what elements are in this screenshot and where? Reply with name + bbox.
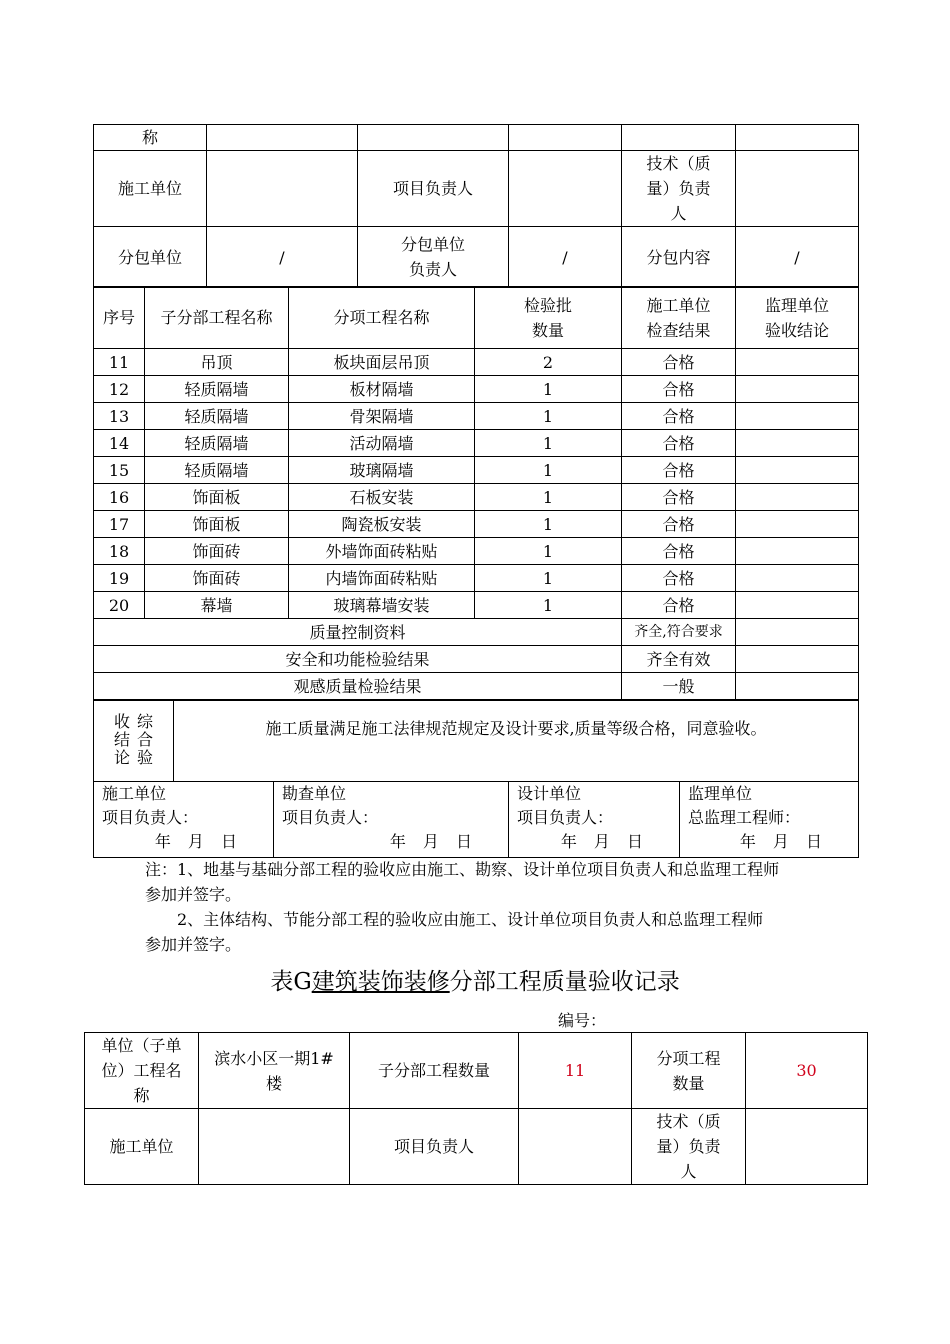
row-contractor-result: 合格	[622, 403, 736, 430]
row-subdivision: 吊顶	[145, 349, 289, 376]
header-supervisor-conclusion: 监理单位验收结论	[736, 287, 859, 349]
row-batch-count: 1	[475, 430, 622, 457]
row-item: 石板安装	[289, 484, 475, 511]
summary-value: 齐全,符合要求	[622, 619, 736, 646]
summary-row	[94, 673, 859, 700]
row-contractor-result: 合格	[622, 430, 736, 457]
project-manager-value	[519, 1109, 632, 1185]
contractor-label: 施工单位	[94, 151, 207, 227]
conclusion-label-col2: 综合验	[137, 711, 154, 767]
table-row	[94, 565, 859, 592]
table-row	[94, 457, 859, 484]
conclusion-label-col1: 收结论	[113, 711, 130, 767]
conclusion-label	[94, 701, 174, 782]
row-seq: 15	[94, 457, 145, 484]
summary-label: 安全和功能检验结果	[94, 646, 622, 673]
row-seq: 13	[94, 403, 145, 430]
empty-cell	[736, 125, 859, 151]
row-batch-count: 1	[475, 457, 622, 484]
row-subdivision: 饰面板	[145, 484, 289, 511]
subcontractor-label: 分包单位	[94, 227, 207, 288]
subcontract-content-label: 分包内容	[622, 227, 736, 288]
row-batch-count: 1	[475, 376, 622, 403]
conclusion-table	[93, 700, 859, 782]
header-seq: 序号	[94, 287, 145, 349]
technical-manager-value	[746, 1109, 868, 1185]
row-item: 外墙饰面砖粘贴	[289, 538, 475, 565]
conclusion-text: 施工质量满足施工法律规范规定及设计要求,质量等级合格，同意验收。	[174, 701, 859, 782]
row-contractor-result: 合格	[622, 565, 736, 592]
row-item: 玻璃幕墙安装	[289, 592, 475, 619]
row-subdivision: 饰面砖	[145, 538, 289, 565]
subcontractor-manager-label: 分包单位负责人	[358, 227, 509, 288]
project-manager-label: 项目负责人	[350, 1109, 519, 1185]
row-item: 板块面层吊顶	[289, 349, 475, 376]
header-batch-count: 检验批数量	[475, 287, 622, 349]
row-subdivision: 轻质隔墙	[145, 430, 289, 457]
row-contractor-result: 合格	[622, 457, 736, 484]
row-seq: 12	[94, 376, 145, 403]
row-contractor-result: 合格	[622, 349, 736, 376]
header-subdivision: 子分部工程名称	[145, 287, 289, 349]
row-supervisor-conclusion	[736, 511, 859, 538]
row-contractor-result: 合格	[622, 538, 736, 565]
technical-manager-value	[736, 151, 859, 227]
empty-cell	[509, 125, 622, 151]
project-name-label-tail: 称	[94, 125, 207, 151]
subcontractor-manager-value: /	[509, 227, 622, 288]
row-supervisor-conclusion	[736, 484, 859, 511]
subcontract-content-value: /	[736, 227, 859, 288]
technical-manager-label: 技术（质量）负责人	[632, 1109, 746, 1185]
row-seq: 17	[94, 511, 145, 538]
summary-row	[94, 619, 859, 646]
signature-supervisor: 监理单位 总监理工程师： 年 月 日	[680, 782, 859, 858]
row-item: 陶瓷板安装	[289, 511, 475, 538]
signature-table	[93, 781, 859, 858]
row-batch-count: 1	[475, 565, 622, 592]
table-row	[94, 349, 859, 376]
summary-supervisor	[736, 673, 859, 700]
row-supervisor-conclusion	[736, 403, 859, 430]
header-contractor-result: 施工单位检查结果	[622, 287, 736, 349]
contractor-label: 施工单位	[85, 1109, 199, 1185]
row-item: 活动隔墙	[289, 430, 475, 457]
project-name-value	[207, 125, 358, 151]
row-batch-count: 2	[475, 349, 622, 376]
summary-value: 一般	[622, 673, 736, 700]
row-item: 玻璃隔墙	[289, 457, 475, 484]
row-batch-count: 1	[475, 538, 622, 565]
item-count-label: 分项工程数量	[632, 1033, 746, 1109]
row-seq: 19	[94, 565, 145, 592]
table-row	[94, 484, 859, 511]
row-item: 骨架隔墙	[289, 403, 475, 430]
project-manager-value	[509, 151, 622, 227]
table-row	[94, 376, 859, 403]
summary-supervisor	[736, 619, 859, 646]
row-contractor-result: 合格	[622, 592, 736, 619]
row-contractor-result: 合格	[622, 511, 736, 538]
row-subdivision: 轻质隔墙	[145, 376, 289, 403]
row-supervisor-conclusion	[736, 349, 859, 376]
summary-value: 齐全有效	[622, 646, 736, 673]
note-2-line-1: 2、主体结构、节能分部工程的验收应由施工、设计单位项目负责人和总监理工程师	[177, 910, 764, 929]
technical-manager-label: 技术（质量）负责人	[622, 151, 736, 227]
table-row	[94, 592, 859, 619]
row-subdivision: 饰面砖	[145, 565, 289, 592]
row-supervisor-conclusion	[736, 376, 859, 403]
empty-cell	[358, 125, 509, 151]
signature-survey: 勘查单位 项目负责人： 年 月 日	[274, 782, 509, 858]
row-contractor-result: 合格	[622, 484, 736, 511]
note-1-line-2: 参加并签字。	[145, 885, 242, 904]
project-info-table	[93, 124, 859, 288]
table-row	[94, 511, 859, 538]
form-title: 表G建筑装饰装修分部工程质量验收记录	[270, 969, 680, 995]
row-batch-count: 1	[475, 403, 622, 430]
project-header-table	[84, 1032, 868, 1185]
row-seq: 11	[94, 349, 145, 376]
row-seq: 16	[94, 484, 145, 511]
subdivision-count-value: 11	[519, 1033, 632, 1109]
project-name-label: 单位（子单位）工程名称	[85, 1033, 199, 1109]
row-subdivision: 轻质隔墙	[145, 457, 289, 484]
summary-label: 观感质量检验结果	[94, 673, 622, 700]
project-name-value: 滨水小区一期1#楼	[199, 1033, 350, 1109]
subdivision-count-label: 子分部工程数量	[350, 1033, 519, 1109]
table-row	[94, 538, 859, 565]
contractor-value	[199, 1109, 350, 1185]
row-seq: 14	[94, 430, 145, 457]
row-batch-count: 1	[475, 484, 622, 511]
subcontractor-value: /	[207, 227, 358, 288]
row-batch-count: 1	[475, 592, 622, 619]
row-item: 内墙饰面砖粘贴	[289, 565, 475, 592]
row-supervisor-conclusion	[736, 430, 859, 457]
code-label: 编号：	[558, 1011, 607, 1030]
summary-label: 质量控制资料	[94, 619, 622, 646]
note-1-line-1: 注：1、地基与基础分部工程的验收应由施工、勘察、设计单位项目负责人和总监理工程师	[145, 860, 780, 879]
row-supervisor-conclusion	[736, 457, 859, 484]
empty-cell	[622, 125, 736, 151]
row-seq: 18	[94, 538, 145, 565]
row-seq: 20	[94, 592, 145, 619]
row-supervisor-conclusion	[736, 538, 859, 565]
summary-row	[94, 646, 859, 673]
header-item: 分项工程名称	[289, 287, 475, 349]
signature-design: 设计单位 项目负责人： 年 月 日	[509, 782, 680, 858]
row-contractor-result: 合格	[622, 376, 736, 403]
table-row	[94, 430, 859, 457]
contractor-value	[207, 151, 358, 227]
row-subdivision: 轻质隔墙	[145, 403, 289, 430]
row-subdivision: 饰面板	[145, 511, 289, 538]
row-supervisor-conclusion	[736, 565, 859, 592]
note-2-line-2: 参加并签字。	[145, 935, 242, 954]
row-item: 板材隔墙	[289, 376, 475, 403]
table-row	[94, 403, 859, 430]
item-count-value: 30	[746, 1033, 868, 1109]
sub-item-table	[93, 286, 859, 700]
signature-contractor: 施工单位 项目负责人： 年 月 日	[94, 782, 274, 858]
row-supervisor-conclusion	[736, 592, 859, 619]
row-subdivision: 幕墙	[145, 592, 289, 619]
row-batch-count: 1	[475, 511, 622, 538]
summary-supervisor	[736, 646, 859, 673]
project-manager-label: 项目负责人	[358, 151, 509, 227]
